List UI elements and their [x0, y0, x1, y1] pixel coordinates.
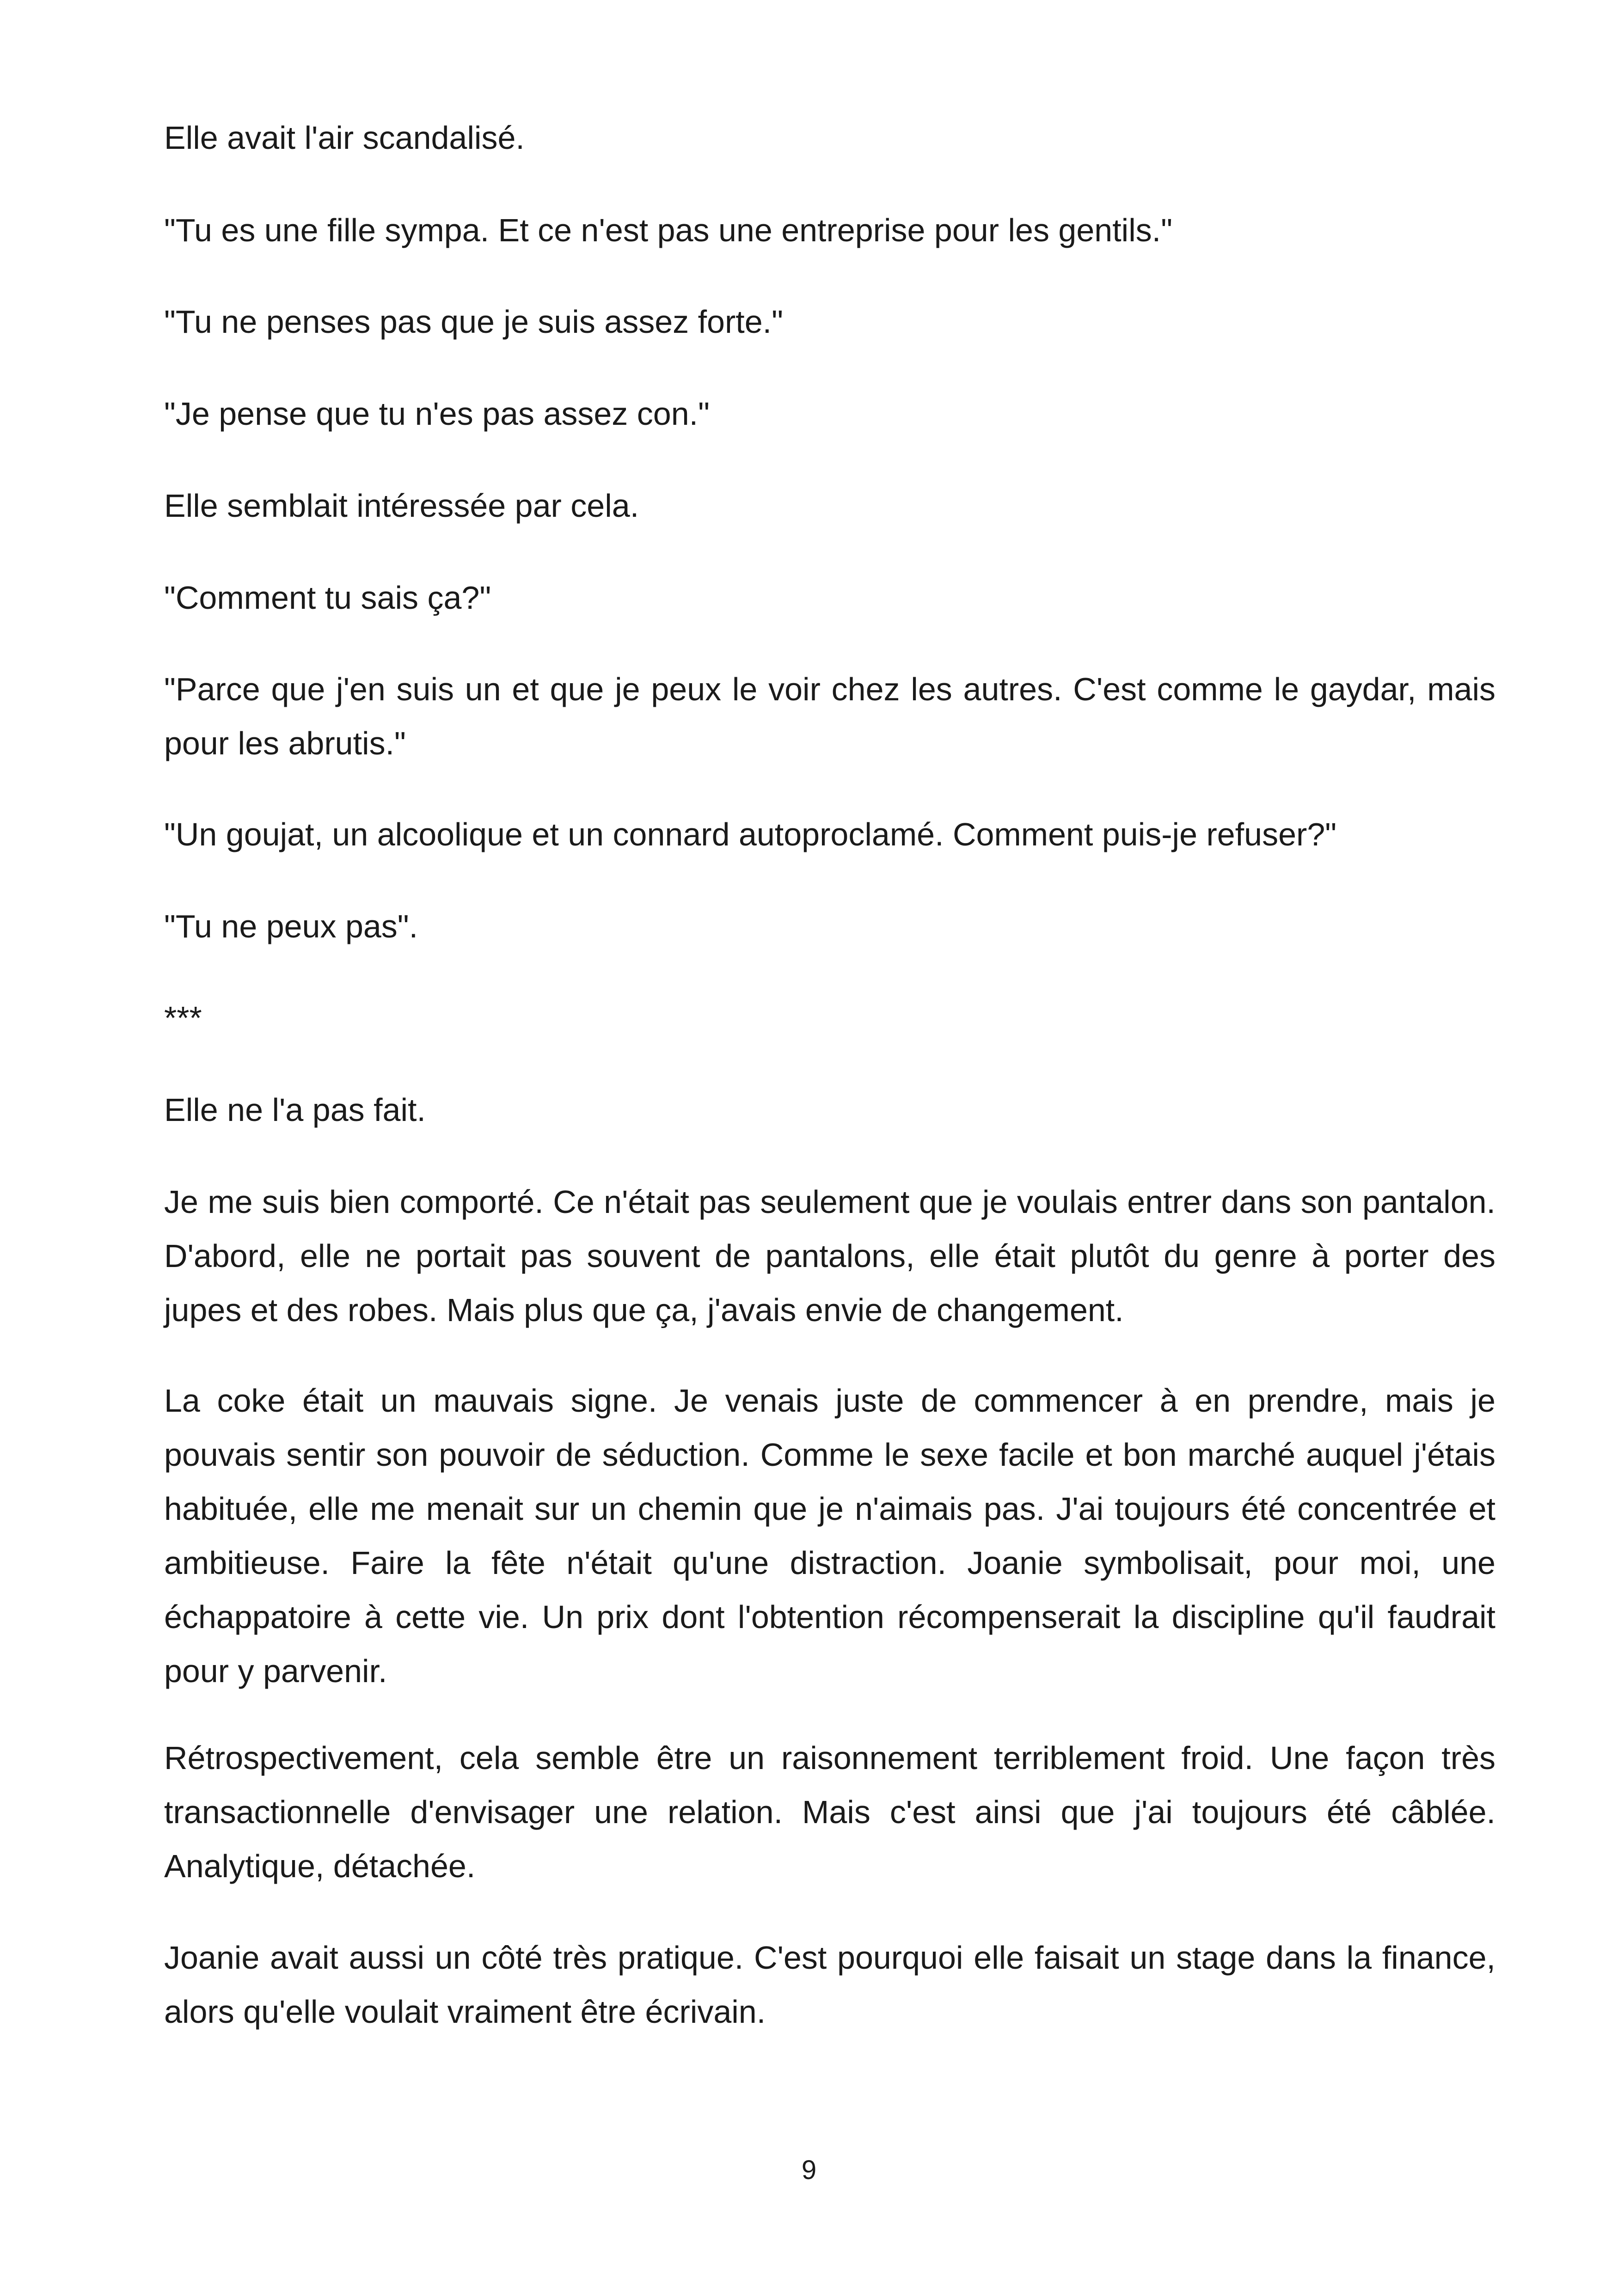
paragraph-12: La coke était un mauvais signe. Je venais juste de commencer à en prendre, mais je pouvais sentir son pouvoir de séduction. Comme le sexe facile et bon marché auquel j'étais habituée, elle me menait sur un chemin que je n'aimais pas. J'ai toujours été concentrée et ambitieuse. Faire la fête n'était qu'une distraction. Joanie symbolisait, pour moi, une échappatoire à cette vie. Un prix dont l'obtention récompenserait la discipline qu'il faudrait pour y parvenir. [164, 1383, 1495, 1689]
paragraph-5: Elle semblait intéressée par cela. [164, 488, 639, 524]
paragraph-10: Elle ne l'a pas fait. [164, 1092, 426, 1128]
page-number: 9 [801, 2155, 817, 2185]
paragraph-14: Joanie avait aussi un côté très pratique. C'est pourquoi elle faisait un stage dans la finance, alors qu'elle voulait vraiment être écrivain. [164, 1940, 1495, 2030]
scene-break: *** [164, 1000, 202, 1036]
paragraph-13: Rétrospectivement, cela semble être un raisonnement terriblement froid. Une façon très transactionnelle d'envisager une relation. Mais c'est ainsi que j'ai toujours été câblée. Analytique, détachée. [164, 1740, 1495, 1884]
paragraph-1: Elle avait l'air scandalisé. [164, 120, 525, 156]
paragraph-11: Je me suis bien comporté. Ce n'était pas seulement que je voulais entrer dans son pantalon. D'abord, elle ne portait pas souvent de pantalons, elle était plutôt du genre à porter des jupes et des robes. Mais plus que ça, j'avais envie de changement. [164, 1184, 1495, 1328]
paragraph-8: "Un goujat, un alcoolique et un connard autoproclamé. Comment puis-je refuser?" [164, 816, 1337, 852]
paragraph-4: "Je pense que tu n'es pas assez con." [164, 396, 710, 432]
paragraph-2: "Tu es une fille sympa. Et ce n'est pas une entreprise pour les gentils." [164, 212, 1173, 248]
paragraph-3: "Tu ne penses pas que je suis assez forte." [164, 304, 783, 340]
paragraph-6: "Comment tu sais ça?" [164, 580, 491, 616]
paragraph-9: "Tu ne peux pas". [164, 908, 418, 944]
paragraph-7: "Parce que j'en suis un et que je peux le voir chez les autres. C'est comme le gaydar, mais pour les abrutis." [164, 671, 1495, 761]
